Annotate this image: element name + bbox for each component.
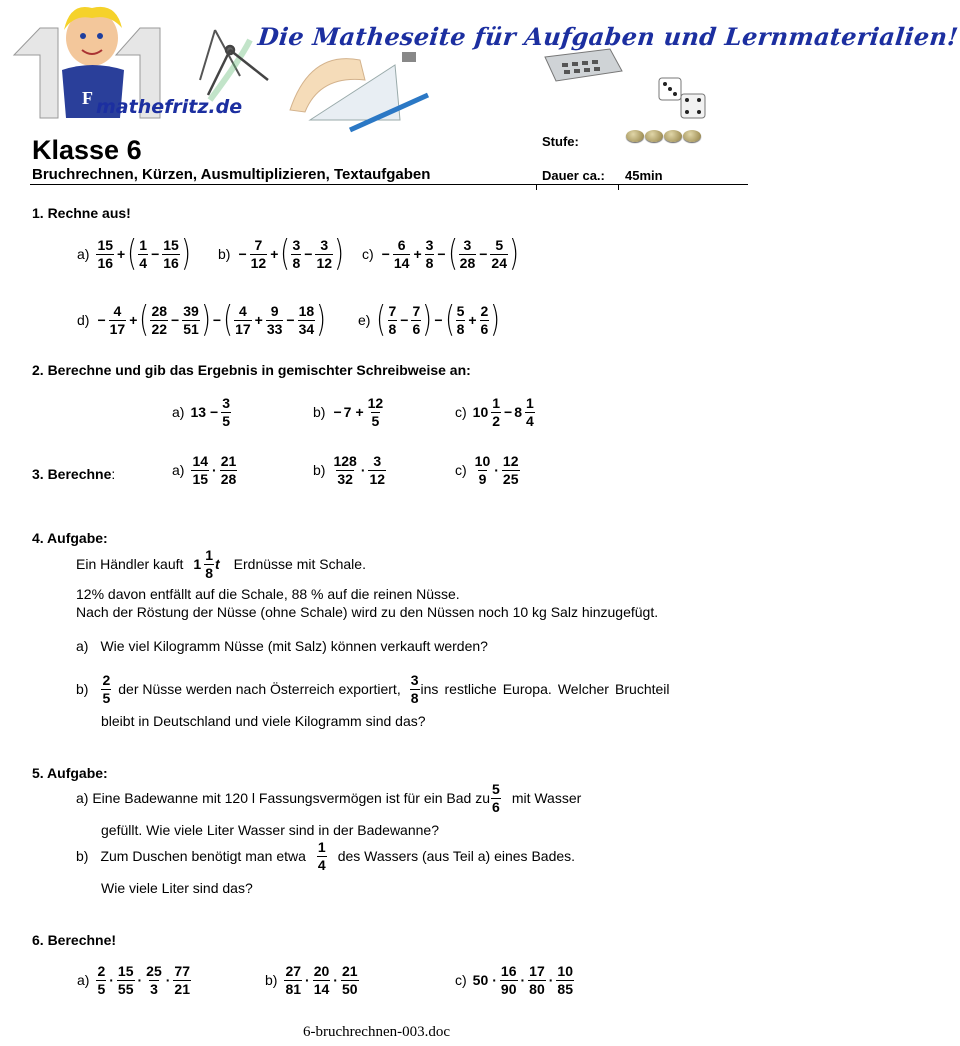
- exercise-3c: c) $\frac{10}{9}$ · $\frac{12}{25}$: [455, 453, 519, 487]
- dice-icon: [655, 74, 710, 124]
- section-5-heading: 5. Aufgabe:: [32, 765, 108, 781]
- difficulty-coin-icon: [683, 130, 701, 142]
- difficulty-rating: [626, 130, 702, 145]
- task-5a-line2: gefüllt. Wie viele Liter Wasser sind in der Badewanne?: [101, 822, 439, 838]
- slogan: Die Matheseite für Aufgaben und Lernmaterialien!: [256, 22, 960, 51]
- section-1-heading: 1. Rechne aus!: [32, 205, 131, 221]
- compass-icon: [208, 46, 268, 95]
- exercise-2b: b) − 7 + $\frac{12}{5}$: [313, 395, 384, 429]
- difficulty-coin-icon: [664, 130, 682, 142]
- section-6-heading: 6. Berechne!: [32, 932, 117, 948]
- difficulty-coin-icon: [626, 130, 644, 142]
- dauer-value: 45min: [625, 168, 663, 183]
- task-5b-line2: Wie viele Liter sind das?: [101, 880, 253, 896]
- logo-one-left: [14, 28, 58, 118]
- header-divider-tick: [618, 184, 619, 190]
- page-title: Klasse 6: [32, 135, 142, 165]
- task-4-line3: Nach der Röstung der Nüsse (ohne Schale) wird zu den Nüssen noch 10 kg Salz hinzugefügt.: [76, 604, 659, 620]
- exercise-1c: c) − $\frac{6}{14}$ + $\frac{3}{8}$ − ( $\frac{3}{28}$ − $\frac{5}{24}$ ): [362, 233, 519, 274]
- calculator-icon: [540, 45, 625, 85]
- task-4a: a) Wie viel Kilogramm Nüsse (mit Salz) können verkauft werden?: [76, 638, 488, 654]
- sharpener-icon: [402, 52, 416, 62]
- exercise-1a: a) $\frac{15}{16}$ + ( $\frac{1}{4}$ − $\frac{15}{16}$ ): [77, 233, 191, 274]
- task-4b-line2: bleibt in Deutschland und viele Kilogramm sind das?: [101, 713, 426, 729]
- dauer-label: Dauer ca.:: [542, 168, 605, 183]
- exercise-6a: a) $\frac{2}{5}$ · $\frac{15}{55}$ · $\frac{25}{3}$ · $\frac{77}{21}$: [77, 963, 190, 997]
- exercise-1e: e) ( $\frac{7}{8}$ − $\frac{7}{6}$ ) − ( $\frac{5}{8}$ + $\frac{2}{6}$ ): [358, 299, 501, 340]
- section-2-heading: 2. Berechne und gib das Ergebnis in gemischter Schreibweise an:: [32, 362, 471, 378]
- task-5b: b) Zum Duschen benötigt man etwa $\frac{1}{4}$ des Wassers (aus Teil a) eines Bades.: [76, 839, 576, 873]
- section-4-heading: 4. Aufgabe:: [32, 530, 108, 546]
- footer-filename: 6-bruchrechnen-003.doc: [302, 1024, 451, 1040]
- task-4-intro-line: Ein Händler kauft 1 $\frac{1}{8}$ t Erdnüsse mit Schale.: [76, 547, 366, 581]
- exercise-6c: c) 50 · $\frac{16}{90}$ · $\frac{17}{80}$ · $\frac{10}{85}$: [455, 963, 573, 997]
- difficulty-coin-icon: [645, 130, 663, 142]
- stufe-label: Stufe:: [542, 134, 579, 149]
- header-divider-tick: [536, 184, 537, 190]
- exercise-2c: c) 10 $\frac{1}{2}$ − 8 $\frac{1}{4}$: [455, 395, 534, 429]
- section-3-heading: 3. Berechne:: [32, 466, 116, 482]
- exercise-1b: b) − $\frac{7}{12}$ + ( $\frac{3}{8}$ − $\frac{3}{12}$ ): [218, 233, 344, 274]
- task-4b: b) $\frac{2}{5}$ der Nüsse werden nach Österreich exportiert, $\frac{3}{8}$ ins restliche Europa. Welcher Bruchteil: [76, 672, 670, 706]
- svg-text:F: F: [82, 88, 93, 108]
- task-5a: a) Eine Badewanne mit 120 l Fassungsvermögen ist für ein Bad zu $\frac{5}{6}$ mit Wasser: [76, 781, 582, 815]
- exercise-2a: a) 13 − $\frac{3}{5}$: [172, 395, 231, 429]
- brand-name: mathefritz.de: [96, 96, 243, 118]
- exercise-1d: d) − $\frac{4}{17}$ + ( $\frac{28}{22}$ − $\frac{39}{51}$ ) − ( $\frac{4}{17}$ + $\frac{9}{33}$ − $\frac{18}{34}$ ): [77, 299, 327, 340]
- exercise-3b: b) $\frac{128}{32}$ · $\frac{3}{12}$: [313, 453, 386, 487]
- exercise-3a: a) $\frac{14}{15}$ · $\frac{21}{28}$: [172, 453, 237, 487]
- task-4-line2: 12% davon entfällt auf die Schale, 88 % auf die reinen Nüsse.: [76, 586, 460, 602]
- page-subtitle: Bruchrechnen, Kürzen, Ausmultiplizieren, Textaufgaben: [32, 166, 431, 183]
- header-divider: [30, 184, 748, 185]
- exercise-6b: b) $\frac{27}{81}$ · $\frac{20}{14}$ · $\frac{21}{50}$: [265, 963, 358, 997]
